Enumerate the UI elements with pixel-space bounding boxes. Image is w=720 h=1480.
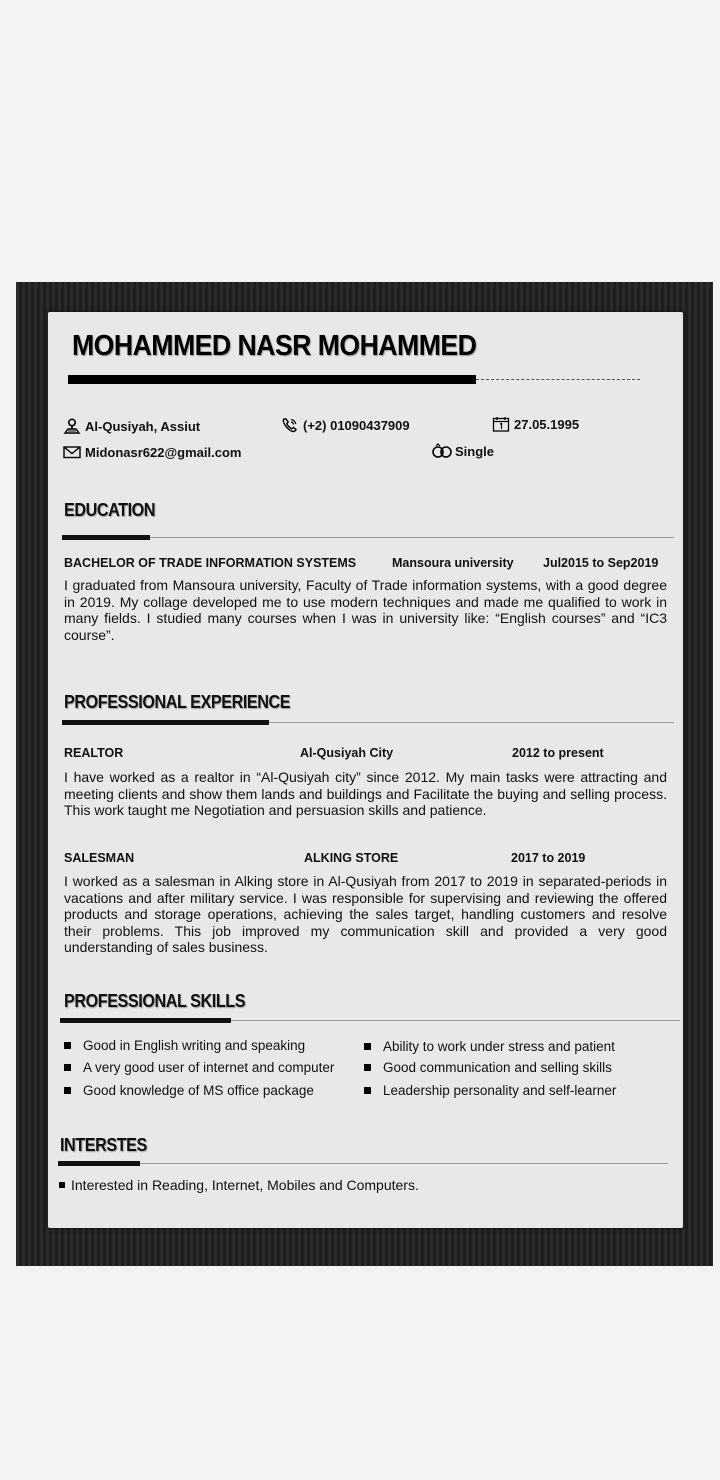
bullet-icon (364, 1064, 371, 1071)
name-dashed-line (476, 379, 640, 380)
experience-title-bar (62, 720, 269, 725)
interests-title-bar (58, 1161, 140, 1166)
list-item: Leadership personality and self-learner (364, 1083, 616, 1098)
list-item: Interested in Reading, Internet, Mobiles and Computers. (59, 1177, 419, 1193)
birthdate-text: 27.05.1995 (514, 416, 580, 432)
education-degree: BACHELOR OF TRADE INFORMATION SYSTEMS (64, 556, 357, 570)
skills-title-bar (60, 1018, 231, 1023)
mail-icon (63, 444, 81, 460)
education-school: Mansoura university (392, 556, 514, 570)
job-place: ALKING STORE (304, 851, 399, 865)
bullet-icon (64, 1087, 71, 1094)
candidate-name: MOHAMMED NASR MOHAMMED (72, 330, 477, 362)
bullet-icon (59, 1182, 65, 1188)
job-role: REALTOR (64, 746, 124, 760)
interests-title: INTERSTES (60, 1135, 147, 1155)
rings-icon (431, 443, 453, 459)
list-item: Good knowledge of MS office package (64, 1083, 314, 1098)
list-item: A very good user of internet and computer (64, 1060, 334, 1075)
list-item: Good communication and selling skills (364, 1060, 612, 1075)
education-title-bar (62, 535, 150, 540)
contact-birthdate (492, 416, 579, 432)
job-description: I have worked as a realtor in “Al-Qusiyah city” since 2012. My main tasks were attracting and meeting clients and show them lands and buildings and Facilitate the buying and selling process. This work taught me Negotiation and persuasion skills and patience. (64, 769, 667, 818)
contact-status (431, 443, 494, 459)
email-text: Midonasr622@gmail.com (85, 444, 242, 460)
interests-divider (140, 1163, 668, 1164)
name-underline (68, 375, 476, 384)
phone-text: (+2) 01090437909 (303, 417, 410, 433)
bullet-icon (64, 1042, 71, 1049)
list-item: Ability to work under stress and patient (364, 1039, 615, 1054)
education-title: EDUCATION (64, 500, 156, 520)
contact-email (63, 444, 241, 460)
calendar-icon (492, 416, 510, 432)
education-description: I graduated from Mansoura university, Faculty of Trade information systems, with a good degree in 2019. My collage developed me to use modern techniques and made me qualified to work in many fields. I studied many courses when I was in university like: “English courses” and “IC3 course”. (64, 577, 667, 643)
phone-icon (281, 417, 299, 433)
list-item: Good in English writing and speaking (64, 1038, 305, 1053)
job-role: SALESMAN (64, 851, 135, 865)
job-place: Al-Qusiyah City (300, 746, 394, 760)
location-icon (63, 418, 81, 434)
contact-phone (281, 417, 410, 433)
bullet-icon (364, 1043, 371, 1050)
job-period: 2012 to present (512, 746, 604, 760)
education-divider (150, 537, 674, 538)
contact-location (63, 418, 200, 434)
skills-divider (231, 1020, 680, 1021)
bullet-icon (364, 1087, 371, 1094)
location-text: Al-Qusiyah, Assiut (85, 418, 201, 434)
job-period: 2017 to 2019 (511, 851, 586, 865)
experience-title: PROFESSIONAL EXPERIENCE (64, 692, 291, 712)
education-period: Jul2015 to Sep2019 (543, 556, 659, 570)
bullet-icon (64, 1064, 71, 1071)
experience-divider (269, 722, 674, 723)
skills-title: PROFESSIONAL SKILLS (64, 991, 246, 1011)
status-text: Single (455, 443, 495, 459)
job-description: I worked as a salesman in Alking store in Al-Qusiyah from 2017 to 2019 in separated-periods in vacations and after military service. I was responsible for supervising and reviewing the offered products and storage operations, achieving the sales target, handling customers and resolve their problems. This job improved my communication skill and provided a very good understanding of sales business. (64, 873, 667, 955)
